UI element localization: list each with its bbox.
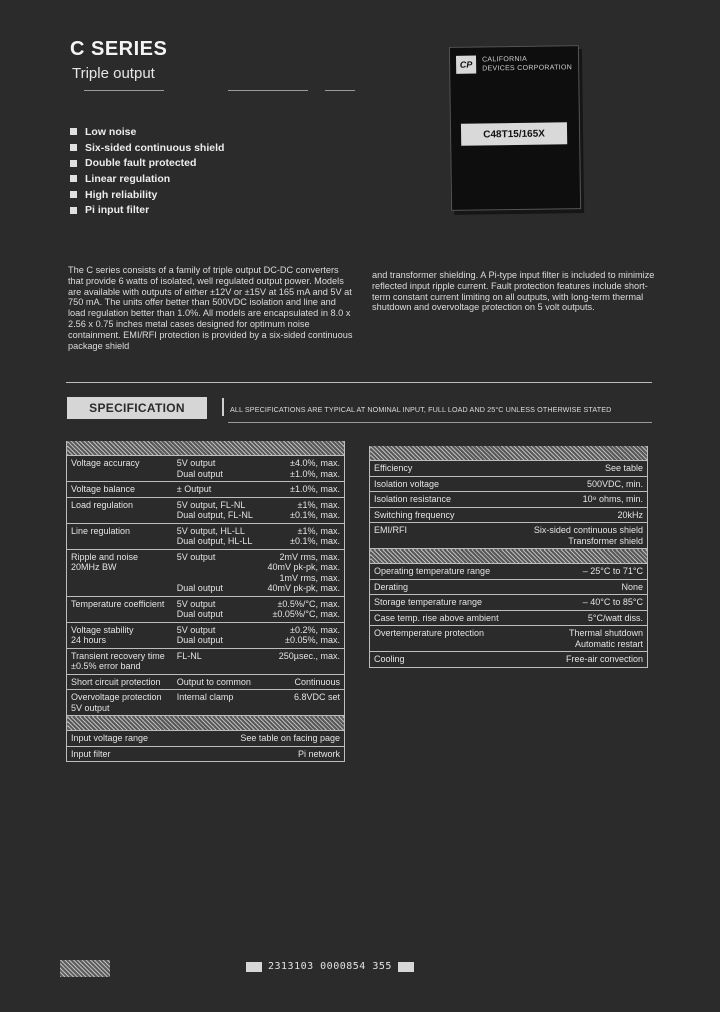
- table-row: [67, 622, 345, 648]
- footer-page-marker: [60, 960, 110, 977]
- spec-condition: 5V output Dual output: [173, 549, 260, 596]
- spec-value: – 25°C to 71°C: [517, 564, 647, 580]
- feature-item: High reliability: [70, 187, 224, 203]
- table-row: [67, 690, 345, 716]
- spec-parameter: Case temp. rise above ambient: [370, 610, 518, 626]
- spec-marker: [222, 398, 224, 416]
- section-header-bar: [67, 716, 345, 731]
- description-column-2: and transformer shielding. A Pi-type input filter is included to minimize reflected input ripple current. Fault protection features include short-term constant current limiting on all outputs, with long-term thermal shutdown and overvoltage protection on 5 volt outputs.: [372, 270, 655, 313]
- footer-code: [240, 961, 420, 972]
- feature-item: Double fault protected: [70, 155, 224, 171]
- spec-condition: ± Output: [173, 482, 260, 498]
- feature-list: [70, 124, 224, 218]
- spec-parameter: Load regulation: [67, 497, 173, 523]
- spec-value: Six-sided continuous shield Transformer shield: [517, 523, 647, 549]
- spec-value: None: [517, 579, 647, 595]
- spec-condition: 5V output Dual output: [173, 622, 260, 648]
- table-row: [67, 456, 345, 482]
- square-bullet-icon: [70, 207, 77, 214]
- table-row: [370, 476, 648, 492]
- spec-note-rule: [228, 422, 652, 423]
- spec-condition: Output to common: [173, 674, 260, 690]
- title-rule: [325, 90, 355, 91]
- product-logo: [456, 54, 572, 86]
- table-row: [67, 497, 345, 523]
- spec-parameter: Overtemperature protection: [370, 626, 518, 652]
- table-row: [67, 523, 345, 549]
- spec-value: ±1%, max. ±0.1%, max.: [260, 497, 344, 523]
- square-bullet-icon: [70, 144, 77, 151]
- spec-parameter: Voltage stability 24 hours: [67, 622, 173, 648]
- section-header-bar: [370, 446, 648, 461]
- spec-value: 500VDC, min.: [517, 476, 647, 492]
- title-rule: [84, 90, 164, 91]
- logo-text-line: DEVICES CORPORATION: [482, 64, 573, 73]
- table-row: [370, 461, 648, 477]
- spec-condition: 5V output Dual output: [173, 596, 260, 622]
- table-row: [370, 492, 648, 508]
- table-row: [67, 731, 345, 747]
- table-row: [370, 626, 648, 652]
- spec-value: Continuous: [260, 674, 344, 690]
- barcode-block-icon: [246, 962, 262, 972]
- specification-heading: SPECIFICATION: [67, 397, 207, 419]
- spec-parameter: Input voltage range: [67, 731, 173, 747]
- spec-condition: Internal clamp: [173, 690, 260, 716]
- spec-value: ±0.5%/°C, max. ±0.05%/°C, max.: [260, 596, 344, 622]
- spec-value: 250µsec., max.: [260, 648, 344, 674]
- title-rule: [228, 90, 308, 91]
- specification-note: ALL SPECIFICATIONS ARE TYPICAL AT NOMINAL INPUT, FULL LOAD AND 25°C UNLESS OTHERWISE STATED: [230, 405, 612, 414]
- general-spec-table: [369, 446, 648, 668]
- spec-condition: FL-NL: [173, 648, 260, 674]
- spec-parameter: Isolation voltage: [370, 476, 518, 492]
- output-spec-table: [66, 441, 345, 762]
- spec-parameter: Line regulation: [67, 523, 173, 549]
- footer-code-text: 2313103 0000854 355: [268, 961, 392, 972]
- spec-value: – 40°C to 85°C: [517, 595, 647, 611]
- product-model-label: C48T15/165X: [461, 122, 567, 145]
- spec-value: ±4.0%, max. ±1.0%, max.: [260, 456, 344, 482]
- spec-value: 6.8VDC set: [260, 690, 344, 716]
- spec-parameter: Isolation resistance: [370, 492, 518, 508]
- spec-condition: 5V output Dual output: [173, 456, 260, 482]
- table-row: [67, 674, 345, 690]
- table-row: [370, 595, 648, 611]
- product-photo: [449, 45, 581, 211]
- spec-value: ±0.2%, max. ±0.05%, max.: [260, 622, 344, 648]
- spec-parameter: Transient recovery time ±0.5% error band: [67, 648, 173, 674]
- barcode-block-icon: [398, 962, 414, 972]
- page-subtitle: Triple output: [72, 65, 155, 82]
- spec-parameter: Short circuit protection: [67, 674, 173, 690]
- table-row: [370, 523, 648, 549]
- table-row: [67, 482, 345, 498]
- table-row: [370, 579, 648, 595]
- table-row: [67, 648, 345, 674]
- table-row: [370, 652, 648, 668]
- section-divider: [66, 382, 652, 383]
- square-bullet-icon: [70, 160, 77, 167]
- spec-parameter: Cooling: [370, 652, 518, 668]
- feature-item: Six-sided continuous shield: [70, 140, 224, 156]
- spec-parameter: Overvoltage protection 5V output: [67, 690, 173, 716]
- feature-item: Linear regulation: [70, 171, 224, 187]
- spec-parameter: Ripple and noise 20MHz BW: [67, 549, 173, 596]
- spec-parameter: Temperature coefficient: [67, 596, 173, 622]
- square-bullet-icon: [70, 191, 77, 198]
- spec-value: 2mV rms, max. 40mV pk-pk, max. 1mV rms, max. 40mV pk-pk, max.: [260, 549, 344, 596]
- brand-logo-icon: CP: [456, 56, 476, 74]
- square-bullet-icon: [70, 175, 77, 182]
- spec-parameter: EMI/RFI: [370, 523, 518, 549]
- spec-parameter: Storage temperature range: [370, 595, 518, 611]
- feature-item: Pi input filter: [70, 202, 224, 218]
- spec-parameter: Input filter: [67, 746, 173, 762]
- spec-condition: 5V output, HL-LL Dual output, HL-LL: [173, 523, 260, 549]
- spec-value: 5°C/watt diss.: [517, 610, 647, 626]
- spec-value: 10⁹ ohms, min.: [517, 492, 647, 508]
- table-row: [67, 746, 345, 762]
- spec-value: Free-air convection: [517, 652, 647, 668]
- logo-text-line: CALIFORNIA: [481, 55, 528, 64]
- spec-value: See table: [517, 461, 647, 477]
- spec-parameter: Voltage balance: [67, 482, 173, 498]
- spec-parameter: Switching frequency: [370, 507, 518, 523]
- table-row: [67, 596, 345, 622]
- spec-parameter: Derating: [370, 579, 518, 595]
- spec-value: ±1%, max. ±0.1%, max.: [260, 523, 344, 549]
- section-header-bar: [370, 549, 648, 564]
- table-row: [370, 610, 648, 626]
- page-title: C SERIES: [70, 38, 168, 60]
- feature-item: Low noise: [70, 124, 224, 140]
- table-row: [370, 507, 648, 523]
- table-row: [370, 564, 648, 580]
- spec-parameter: Voltage accuracy: [67, 456, 173, 482]
- table-row: [67, 549, 345, 596]
- spec-value: Thermal shutdown Automatic restart: [517, 626, 647, 652]
- spec-value: 20kHz: [517, 507, 647, 523]
- spec-parameter: Operating temperature range: [370, 564, 518, 580]
- spec-value: Pi network: [173, 746, 345, 762]
- spec-value: ±1.0%, max.: [260, 482, 344, 498]
- spec-parameter: Efficiency: [370, 461, 518, 477]
- description-column-1: The C series consists of a family of triple output DC-DC converters that provide 6 watts of isolated, well regulated output power. Models are available with outputs of either ±12V or ±15V at 165 mA and 5V at 750 mA. The units offer better than 500VDC isolation and line and load regulation better than 1.0%. All models are encapsulated in 8.0 x 2.56 x 0.75 inches metal cases designed for optimum noise containment. EMI/RFI protection is provided by a six-sided continuous package shield: [68, 265, 353, 351]
- spec-condition: 5V output, FL-NL Dual output, FL-NL: [173, 497, 260, 523]
- spec-value: See table on facing page: [173, 731, 345, 747]
- square-bullet-icon: [70, 128, 77, 135]
- section-header-bar: [67, 441, 345, 456]
